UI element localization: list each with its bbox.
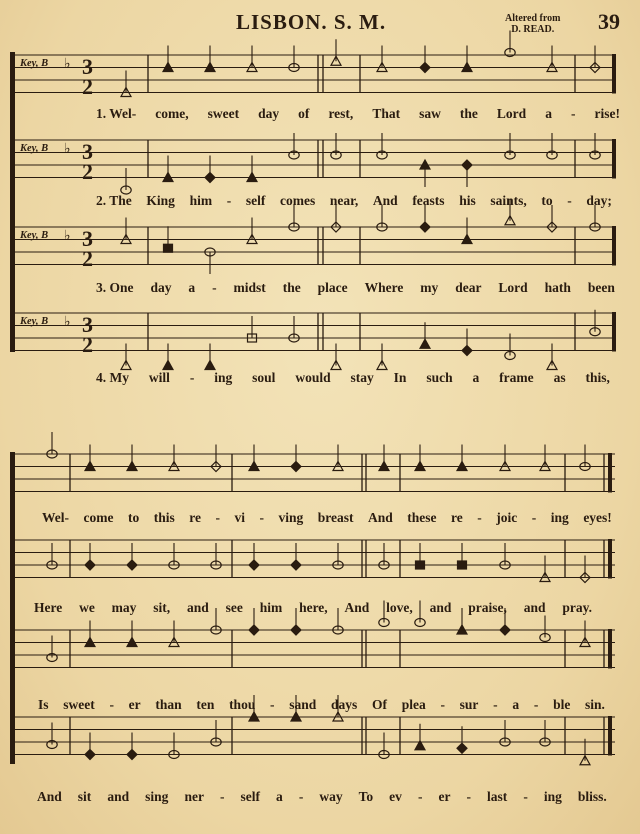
lyric-syllable: hath (544, 280, 571, 295)
lyric-syllable: praise, (468, 600, 507, 615)
lyric-syllable: 2. The (96, 193, 132, 208)
lyric-syllable: Of (372, 697, 387, 712)
flat-icon: ♭ (64, 228, 71, 244)
lyric-syllable: day; (586, 193, 612, 208)
lyric-syllable: soul (252, 370, 276, 385)
lyric-syllable: ev (389, 789, 402, 804)
end-barline (608, 539, 612, 579)
lyric-syllable: ten (196, 697, 215, 712)
lyric-syllable: been (587, 280, 615, 295)
lyric-syllable: self (240, 789, 260, 804)
lyric-syllable: breast (317, 510, 354, 525)
lyric-syllable: - (189, 370, 195, 385)
lyric-line (96, 370, 610, 386)
lyric-syllable: near, (329, 193, 359, 208)
lyric-syllable: And (372, 193, 398, 208)
lyric-syllable: er (128, 697, 141, 712)
lyric-syllable: comes (280, 193, 316, 208)
end-barline (612, 312, 616, 352)
lyric-syllable: - (298, 789, 304, 804)
lyric-syllable: may (111, 600, 137, 615)
lyric-syllable: - (440, 697, 445, 712)
time-signature-bottom: 2 (82, 332, 93, 357)
lyric-syllable: day (258, 106, 280, 121)
lyric-line (37, 789, 607, 805)
lyric-syllable: the (459, 106, 478, 121)
lyric-syllable: 1. Wel- (96, 106, 137, 121)
lyric-syllable: - (493, 697, 498, 712)
lyric-syllable: rise! (594, 106, 620, 121)
lyric-syllable: we (79, 600, 95, 615)
lyric-syllable: - (567, 193, 572, 208)
flat-icon: ♭ (64, 56, 71, 72)
end-barline (608, 716, 612, 756)
lyric-syllable: and (186, 600, 209, 615)
lyric-syllable: joic (496, 510, 518, 525)
lyric-syllable: And (37, 789, 62, 804)
lyric-syllable: Here (34, 600, 63, 615)
key-label: Key, B (20, 230, 49, 241)
lyric-syllable: day (150, 280, 172, 295)
time-signature-top: 3 (82, 54, 93, 79)
time-signature-top: 3 (82, 139, 93, 164)
flat-icon: ♭ (64, 141, 71, 157)
lyric-syllable: stay (350, 370, 374, 385)
lyric-syllable: - (531, 510, 537, 525)
lyric-line (38, 697, 605, 713)
lyric-syllable: re (189, 510, 201, 525)
end-barline (608, 453, 612, 493)
lyric-syllable: - (523, 789, 528, 804)
system-bracket (10, 452, 15, 764)
lyric-syllable: ner (184, 789, 204, 804)
lyric-line (34, 600, 592, 616)
lyric-syllable: love, (386, 600, 413, 615)
lyric-syllable: of (298, 106, 310, 121)
lyric-syllable: him (189, 193, 213, 208)
lyric-syllable: eyes! (583, 510, 612, 525)
lyric-syllable: as (553, 370, 566, 385)
lyric-syllable: way (319, 789, 343, 804)
lyric-syllable: 3. One (96, 280, 134, 295)
lyric-syllable: ving (278, 510, 304, 525)
lyric-syllable: this, (585, 370, 610, 385)
lyric-syllable: - (219, 789, 225, 804)
lyric-syllable: last (487, 789, 508, 804)
lyric-syllable: - (109, 697, 114, 712)
lyric-syllable: King (146, 193, 175, 208)
lyric-syllable: And (368, 510, 393, 525)
lyric-line (42, 510, 612, 526)
lyric-syllable: frame (499, 370, 534, 385)
lyric-syllable: sweet (207, 106, 240, 121)
lyric-syllable: That (372, 106, 401, 121)
lyric-syllable: sing (145, 789, 169, 804)
credit-line-2: D. READ. (511, 24, 555, 35)
page-number: 39 (598, 9, 620, 34)
lyric-syllable: days (331, 697, 358, 712)
lyric-syllable: would (295, 370, 331, 385)
lyric-syllable: ing (543, 789, 562, 804)
lyric-syllable: his (459, 193, 476, 208)
end-barline (612, 226, 616, 266)
lyric-syllable: a (276, 789, 283, 804)
key-label: Key, B (20, 143, 49, 154)
lyric-syllable: - (270, 697, 275, 712)
lyric-syllable: such (426, 370, 453, 385)
lyric-syllable: - (226, 193, 232, 208)
lyric-syllable: a (512, 697, 520, 712)
lyric-syllable: sweet (63, 697, 95, 712)
lyric-syllable: midst (233, 280, 266, 295)
lyric-syllable: - (570, 106, 576, 121)
lyric-line (96, 106, 620, 122)
lyric-syllable: a (545, 106, 552, 121)
key-label: Key, B (20, 58, 49, 69)
lyric-syllable: Lord (496, 106, 527, 121)
lyric-syllable: - (477, 510, 482, 525)
time-signature-top: 3 (82, 312, 93, 337)
lyric-syllable: - (259, 510, 265, 525)
hymn-title: LISBON. S. M. (236, 10, 387, 34)
lyric-syllable: a (188, 280, 196, 295)
lyric-syllable: come (83, 510, 114, 525)
lyric-syllable: - (417, 789, 423, 804)
lyric-syllable: - (212, 280, 217, 295)
lyric-syllable: sand (289, 697, 317, 712)
lyric-syllable: saw (419, 106, 441, 121)
lyric-syllable: come, (155, 106, 189, 121)
lyric-syllable: to (541, 193, 553, 208)
lyric-syllable: Is (38, 697, 49, 712)
key-label: Key, B (20, 316, 49, 327)
lyric-syllable: place (317, 280, 348, 295)
lyric-syllable: will (148, 370, 170, 385)
lyric-syllable: saints, (490, 193, 527, 208)
lyric-syllable: Wel- (42, 510, 69, 525)
lyric-syllable: my (420, 280, 439, 295)
end-barline (608, 629, 612, 669)
lyric-syllable: er (438, 789, 451, 804)
lyric-syllable: - (533, 697, 539, 712)
lyric-syllable: sin. (585, 697, 605, 712)
lyric-syllable: - (215, 510, 220, 525)
lyric-syllable: him (259, 600, 283, 615)
end-barline (612, 139, 616, 179)
time-signature-bottom: 2 (82, 159, 93, 184)
lyric-syllable: a (472, 370, 480, 385)
lyric-syllable: - (466, 789, 471, 804)
lyric-syllable: sit, (153, 600, 171, 615)
lyric-syllable: and (429, 600, 452, 615)
flat-icon: ♭ (64, 314, 71, 330)
time-signature-bottom: 2 (82, 74, 93, 99)
lyric-syllable: Where (364, 280, 404, 295)
lyric-syllable: the (282, 280, 301, 295)
lyric-syllable: 4. My (96, 370, 129, 385)
system-bracket (10, 52, 15, 352)
lyric-syllable: rest, (328, 106, 354, 121)
lyric-syllable: Lord (498, 280, 528, 295)
time-signature-top: 3 (82, 226, 93, 251)
lyric-syllable: here, (299, 600, 328, 615)
lyric-syllable: re (451, 510, 463, 525)
lyric-syllable: plea (401, 697, 426, 712)
lyric-syllable: sur (459, 697, 479, 712)
lyric-line (96, 193, 612, 209)
lyric-line (96, 280, 615, 296)
lyric-syllable: In (393, 370, 407, 385)
lyric-syllable: pray. (562, 600, 592, 615)
lyric-syllable: and (107, 789, 130, 804)
lyric-syllable: see (225, 600, 243, 615)
lyric-syllable: ing (214, 370, 233, 385)
lyric-syllable: these (407, 510, 437, 525)
lyric-syllable: To (358, 789, 374, 804)
lyric-syllable: ble (553, 697, 571, 712)
lyric-syllable: thou (229, 697, 256, 712)
lyric-syllable: feasts (412, 193, 445, 208)
lyric-syllable: to (127, 510, 140, 525)
lyric-syllable: And (344, 600, 370, 615)
lyric-syllable: this (153, 510, 175, 525)
credit-line-1: Altered from (505, 13, 561, 24)
lyric-syllable: self (245, 193, 266, 208)
lyric-syllable: bliss. (577, 789, 607, 804)
lyric-syllable: dear (455, 280, 482, 295)
lyric-syllable: than (155, 697, 182, 712)
lyric-syllable: and (523, 600, 546, 615)
time-signature-bottom: 2 (82, 246, 93, 271)
lyric-syllable: sit (77, 789, 92, 804)
lyric-syllable: vi (234, 510, 246, 525)
lyric-syllable: ing (550, 510, 569, 525)
end-barline (612, 54, 616, 94)
